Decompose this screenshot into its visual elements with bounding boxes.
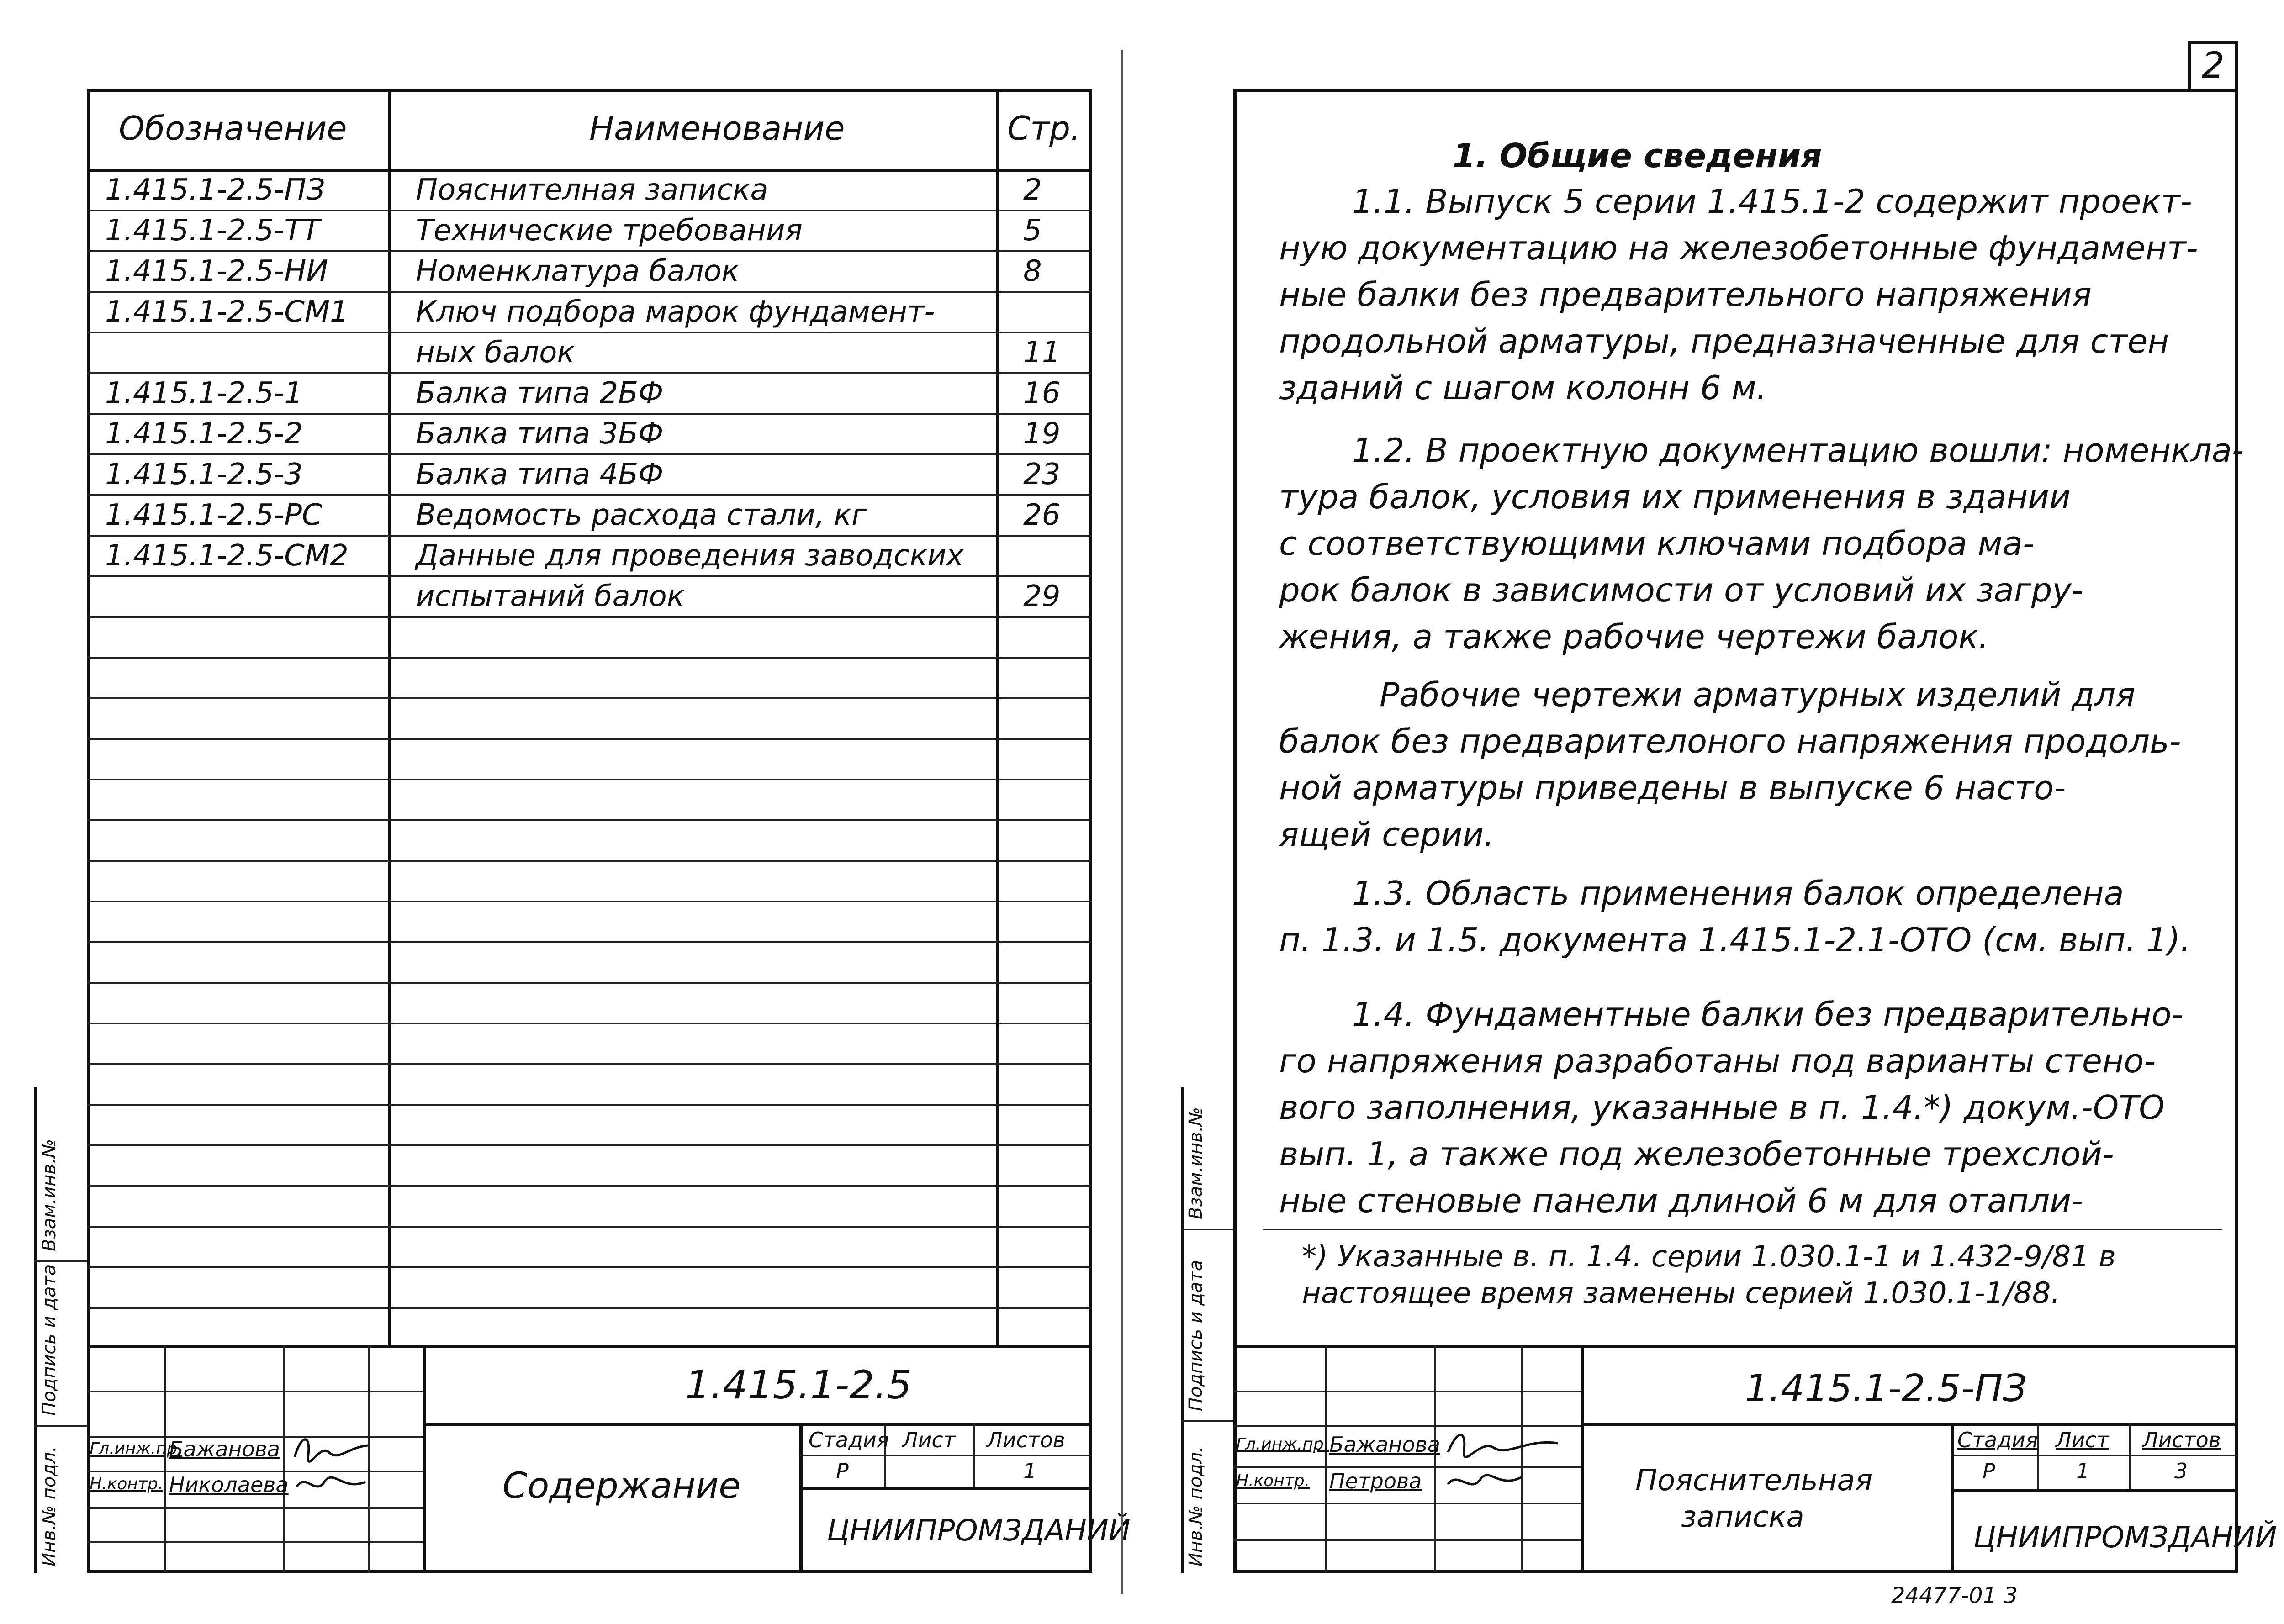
toc-cell-name: Балка типа 3БФ [416,417,664,451]
toc-row-line [87,738,1092,740]
toc-row-line [87,453,1092,455]
toc-row-line [87,616,1092,618]
left-stamp-stage-value: Р [836,1459,849,1483]
text-line-p2: 1.2. В проектную документацию вошли: номенкла- [1352,431,2244,469]
toc-cell-designation: 1.415.1-2.5-ПЗ [105,173,325,207]
left-stamp-h3 [423,1423,1092,1426]
left-side-div-2 [34,1425,87,1427]
toc-cell-designation: 1.415.1-2.5-РС [105,498,323,532]
right-stamp-v4 [1581,1345,1584,1573]
toc-cell-designation: 1.415.1-2.5-НИ [105,254,328,288]
left-stamp-top [87,1345,1092,1348]
left-stamp-role1: Гл.инж.пр. [90,1439,183,1458]
toc-row-line [87,535,1092,537]
toc-row-line [87,1185,1092,1187]
right-stamp-name1: Бажанова [1329,1432,1440,1457]
right-side-strip [1181,1087,1184,1573]
toc-row-line [87,941,1092,943]
text-line-p2: рок балок в зависимости от условий их загру- [1279,571,2083,609]
toc-cell-page: 2 [1023,173,1042,207]
text-line-p1: продольной арматуры, предназначенные для стен [1279,322,2169,360]
toc-cell-page: 8 [1023,254,1042,288]
text-line-p4: 1.3. Область применения балок определена [1352,874,2124,912]
toc-cell-designation: 1.415.1-2.5-ТТ [105,214,320,248]
page-number: 2 [2202,45,2225,86]
right-stamp-sheet-label: Лист [2056,1428,2109,1452]
toc-header-page: Стр. [1007,109,1081,148]
text-line-p2: жения, а также рабочие чертежи балок. [1279,617,1989,656]
right-signature-2 [1443,1466,1526,1498]
right-side-label-2: Подпись и дата [1185,1260,1206,1411]
toc-cell-page: 5 [1023,214,1042,248]
toc-row-line [87,1307,1092,1309]
toc-row-line [87,1144,1092,1146]
toc-cell-name: Ведомость расхода стали, кг [416,498,867,532]
right-stamp-title-2: записка [1681,1500,1804,1534]
toc-row-line [87,1063,1092,1065]
right-stamp-role1: Гл.инж.пр. [1236,1435,1329,1454]
toc-row-line [87,250,1092,252]
text-line-p5: вого заполнения, указанные в п. 1.4.*) докум.-ОТО [1279,1088,2165,1127]
text-line-p3: балок без предварителоного напряжения продоль- [1279,722,2181,760]
text-line-p4: п. 1.3. и 1.5. документа 1.415.1-2.1-ОТО (см. вып. 1). [1279,921,2191,959]
toc-header-designation: Обозначение [119,109,347,148]
right-stamp-sheet-value: 1 [2076,1459,2090,1483]
archive-number: 24477-01 3 [1891,1583,2018,1608]
left-side-strip [34,1087,37,1573]
right-stamp-top [1233,1345,2238,1348]
footnote-line-1: *) Указанные в. п. 1.4. серии 1.030.1-1 и 1.432-9/81 в [1302,1240,2116,1274]
toc-cell-designation: 1.415.1-2.5-СМ2 [105,539,349,573]
left-stamp-sheets-label: Листов [987,1428,1065,1452]
left-stamp-sheet-value: 1 [1023,1459,1037,1483]
toc-row-line [87,210,1092,211]
text-line-p1: зданий с шагом колонн 6 м. [1279,369,1767,407]
text-line-p3: Рабочие чертежи арматурных изделий для [1380,675,2136,714]
left-side-div-1 [34,1260,87,1262]
left-stamp-h8 [799,1487,1092,1490]
text-line-p5: го напряжения разработаны под варианты стено- [1279,1042,2156,1080]
toc-cell-name: Балка типа 2БФ [416,376,664,410]
left-stamp-name2: Николаева [169,1472,289,1497]
toc-cell-name: ных балок [416,336,575,369]
right-stamp-sheets-value: 3 [2174,1459,2188,1483]
right-stamp-stage-label: Стадия [1957,1428,2038,1452]
toc-cell-page: 11 [1023,336,1061,369]
left-stamp-name1: Бажанова [169,1437,280,1461]
right-side-label-3: Взам.инв.№ [1185,1107,1206,1219]
left-stamp-sheet-label: Лист [902,1428,956,1452]
text-line-p5: ные стеновые панели длиной 6 м для отапли- [1279,1181,2083,1220]
right-stamp-v5 [1951,1423,1954,1573]
left-stamp-v1 [164,1345,166,1573]
toc-row-line [87,657,1092,659]
right-stamp-code: 1.415.1-2.5-ПЗ [1745,1367,2027,1410]
toc-row-line [87,1266,1092,1268]
toc-row-line [87,494,1092,496]
right-side-label-1: Инв.№ подл. [1185,1446,1206,1566]
left-stamp-stage-label: Стадия [809,1428,889,1452]
toc-row-line [87,779,1092,780]
left-stamp-h6 [87,1541,423,1543]
right-stamp-h6 [1233,1539,1581,1541]
left-stamp-title: Содержание [502,1466,741,1507]
text-line-p2: тура балок, условия их применения в здании [1279,478,2071,516]
toc-header-divider [87,169,1092,172]
toc-row-line [87,901,1092,902]
toc-cell-name: Ключ подбора марок фундамент- [416,295,935,329]
toc-row-line [87,291,1092,293]
page-number-box-top [2188,41,2238,44]
toc-row-line [87,1226,1092,1228]
right-stamp-org: ЦНИИПРОМЗДАНИЙ [1973,1521,2277,1555]
left-side-label-1: Инв.№ подл. [39,1446,60,1566]
right-stamp-h4 [1233,1466,1581,1468]
left-stamp-role2: Н.контр. [90,1475,164,1493]
toc-col-divider-2 [996,89,999,1345]
left-stamp-v4 [423,1345,426,1573]
toc-row-line [87,982,1092,984]
toc-row-line [87,1023,1092,1024]
toc-col-divider-1 [388,89,391,1345]
right-stamp-role2: Н.контр. [1236,1471,1310,1490]
text-line-p5: вып. 1, а также под железобетонные трехслой- [1279,1135,2114,1173]
footnote-line-2: настоящее время заменены серией 1.030.1-1/88. [1302,1276,2060,1310]
text-line-p5: 1.4. Фундаментные балки без предварительно- [1352,995,2184,1033]
section-heading: 1. Общие сведения [1453,137,1822,175]
right-stamp-h5 [1233,1503,1581,1504]
toc-row-line [87,413,1092,415]
toc-header-name: Наименование [589,109,845,148]
right-stamp-stage-value: Р [1983,1459,1995,1483]
left-stamp-h7 [799,1455,1092,1456]
fold-line [1121,50,1123,1594]
right-signature-1 [1443,1425,1562,1461]
toc-cell-name: Технические требования [416,214,803,248]
left-side-label-2: Подпись и дата [39,1264,60,1416]
right-stamp-sheets-label: Листов [2142,1428,2221,1452]
left-stamp-v2 [283,1345,285,1573]
toc-row-line [87,332,1092,333]
left-side-label-3: Взам.инв.№ [39,1139,60,1251]
toc-cell-page: 16 [1023,376,1061,410]
left-stamp-v5 [799,1423,803,1573]
left-signature-2 [292,1468,370,1500]
toc-row-line [87,1104,1092,1106]
toc-cell-page: 19 [1023,417,1061,451]
toc-cell-page: 23 [1023,458,1061,491]
toc-cell-name: испытаний балок [416,580,685,613]
left-signature-1 [292,1429,370,1466]
toc-row-line [87,697,1092,699]
toc-cell-name: Пояснителная записка [416,173,768,207]
toc-cell-name: Номенклатура балок [416,254,740,288]
toc-row-line [87,372,1092,374]
left-stamp-h5 [87,1507,423,1509]
text-line-p1: ные балки без предварительного напряжения [1279,275,2092,314]
toc-row-line [87,860,1092,862]
right-side-div-1 [1181,1229,1233,1230]
text-line-p1: ную документацию на железобетонные фундамент- [1279,229,2198,267]
right-stamp-name2: Петрова [1329,1469,1422,1493]
toc-cell-page: 29 [1023,580,1061,613]
text-line-p1: 1.1. Выпуск 5 серии 1.415.1-2 содержит проект- [1352,182,2192,221]
left-stamp-org: ЦНИИПРОМЗДАНИЙ [827,1514,1131,1548]
toc-row-line [87,575,1092,577]
right-stamp-title-1: Пояснительная [1635,1464,1873,1497]
toc-row-line [87,819,1092,821]
right-stamp-h3 [1581,1423,2238,1426]
right-side-div-2 [1181,1420,1233,1422]
text-line-p2: с соответствующими ключами подбора ма- [1279,524,2035,563]
toc-cell-page: 26 [1023,498,1061,532]
right-stamp-h8 [1951,1489,2238,1492]
left-stamp-code: 1.415.1-2.5 [685,1362,912,1408]
toc-cell-designation: 1.415.1-2.5-1 [105,376,303,410]
page-number-box-left [2188,41,2191,91]
right-stamp-h7 [1951,1455,2238,1456]
text-line-p3: ной арматуры приведены в выпуске 6 насто- [1279,769,2066,807]
toc-cell-designation: 1.415.1-2.5-2 [105,417,303,451]
toc-cell-name: Балка типа 4БФ [416,458,664,491]
text-line-p3: ящей серии. [1279,815,1495,854]
toc-cell-designation: 1.415.1-2.5-3 [105,458,303,491]
page-number-box-right [2235,41,2238,91]
right-stamp-h1 [1233,1391,1581,1392]
footnote-separator [1263,1229,2222,1230]
left-stamp-h1 [87,1391,423,1392]
toc-cell-name: Данные для проведения заводских [416,539,964,573]
toc-cell-designation: 1.415.1-2.5-СМ1 [105,295,349,329]
